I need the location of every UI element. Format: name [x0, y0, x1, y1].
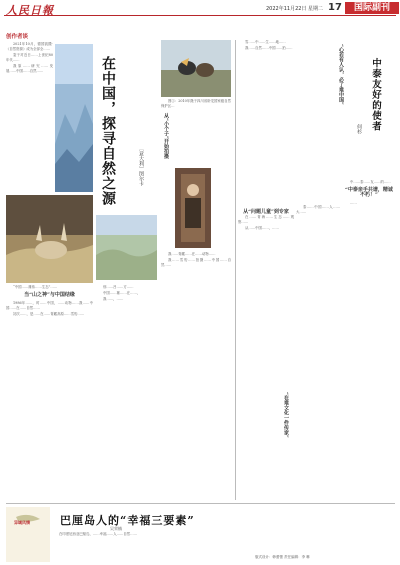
envoy-body-2: 中……泰……友……的…… “中泰亲手共谱，精诚不朽！” …… [343, 180, 395, 500]
photo-wild-animal [6, 195, 93, 283]
byline-china-nature: ［意大利］图尔卡 [138, 146, 144, 186]
divider [6, 503, 395, 504]
article-body-middle-1: 别……吕……方…… 中国……雄……在……， 我……，…… [103, 285, 141, 301]
subheading-envoy-3: “在难文化一件传家” [283, 392, 289, 438]
column-label: 异域风情 [14, 520, 30, 525]
caption-text: 图①：2010年摄于四川省卧龙国家级自然保护区… [161, 99, 231, 108]
byline-envoy: 何杉 [356, 124, 362, 134]
page-number: 17 [328, 2, 342, 13]
envoy-body-1: 泰……中国……人……大…… [296, 205, 340, 214]
article-body-right-2: 在……青海……生态……观察…… 从……中国……，…… [238, 215, 294, 230]
happiness-body: 在印度尼西亚巴厘岛，……幸福……人……自然…… [59, 532, 137, 536]
headline-happiness: 巴厘岛人的“幸福三要素” [60, 514, 195, 527]
photo-book-cover [175, 168, 211, 248]
article-body-middle-2: 我……青藏……在……动物…… 我……雪豹……拍摄……中国……自然…… [161, 252, 231, 267]
column-logo [6, 507, 50, 562]
byline-happiness: 吴荣楠 [110, 526, 122, 531]
article-body-right-1: 雪……中……生……地…… 我……自然……中国……拍…… [245, 40, 293, 50]
footer-editor: 版式设计：韩蕾蕾 责任编辑：李 琳 [255, 555, 310, 559]
divider [235, 40, 236, 500]
section-tag: 创作者谈 [6, 34, 29, 40]
photo-birds [161, 40, 231, 97]
newspaper-logo: 人民日報 [6, 4, 54, 17]
subheading: 当“山之神”与中国结缘 [24, 292, 75, 298]
issue-date: 2022年11月22日 星期二 [266, 6, 324, 12]
subheading-envoy: “心若有人认，必了难中国” [338, 44, 344, 105]
page-name: 国际副刊 [345, 2, 399, 14]
subheading-envoy-2: “中泰亲手共谱，精诚不朽！” [345, 187, 393, 198]
subheading-vertical: 从“小个子”开始拍摄 [163, 113, 169, 159]
headline-china-nature: 在中国，探寻自然之源 [100, 56, 116, 206]
article-body-intro: 2021年10月，德国凯撒·《自然资源》成为全部全…… 鉴于对近日……上世纪80年代…… 我原……研究……发展……中国……自然…… [6, 42, 53, 73]
photo-mountain-landscape [55, 44, 93, 192]
photo-caption [161, 99, 231, 111]
headline-envoy: 中泰友好的使者 [370, 58, 381, 132]
article-body-left: “中国……雄伟……生态”…… 当“山之神”与中国结缘 1986年……，时……中国，……动物……我……中国……在……自然…… 初次……，是……在……青藏高原……雪豹…… [6, 285, 93, 316]
masthead [4, 2, 396, 16]
subheading-right: 从“问题儿童”到专家 [243, 209, 289, 215]
photo-golden-grassland [96, 215, 157, 280]
